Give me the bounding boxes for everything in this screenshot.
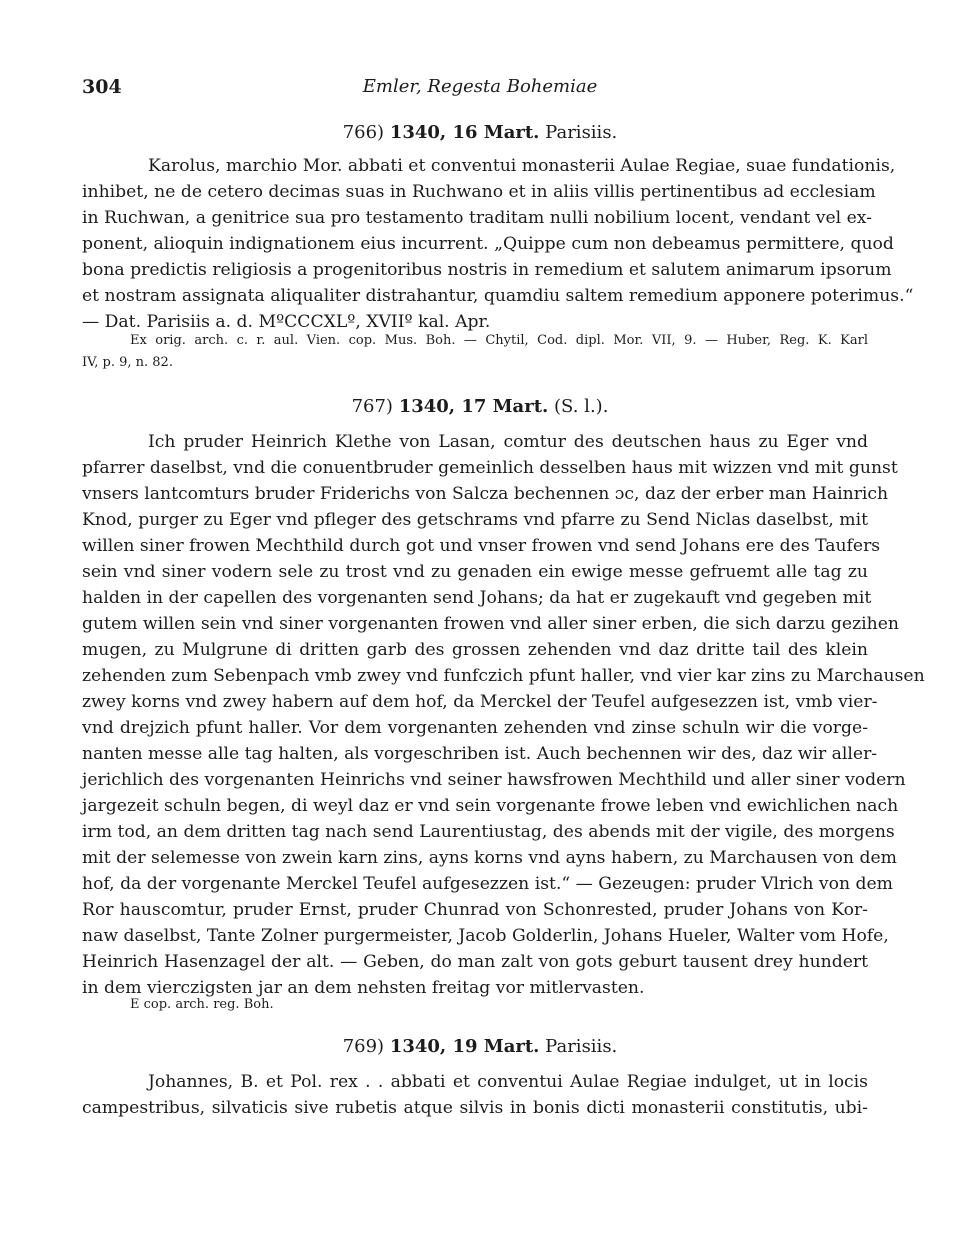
text-line: Ror hauscomtur, pruder Ernst, pruder Chunrad von Schonrested, pruder Johans von Kor- [82, 900, 868, 920]
text-line: gutem willen sein vnd siner vorgenanten frowen vnd aller siner erben, die sich darzu gezihen [82, 614, 899, 634]
text-line: campestribus, silvaticis sive rubetis atque silvis in bonis dicti monasterii constitutis, ubi- [82, 1098, 868, 1118]
entry-766-heading [0, 122, 960, 143]
entry-date: 1340, 19 Mart. [389, 1036, 540, 1057]
text-line: irm tod, an dem dritten tag nach send Laurentiustag, des abends mit der vigile, des morgens [82, 822, 895, 842]
text-line: ponent, alioquin indignationem eius incurrent. „Quippe cum non debeamus permittere, quod [82, 234, 894, 254]
entry-place: Parisiis. [545, 1036, 618, 1057]
source-note: Ex orig. arch. c. r. aul. Vien. cop. Mus. Boh. — Chytil, Cod. dipl. Mor. VII, 9. — Huber, Reg. K. Karl [130, 333, 868, 348]
text-line: sein vnd siner vodern sele zu trost vnd zu genaden ein ewige messe gefruemt alle tag zu [82, 562, 868, 582]
entry-place: Parisiis. [545, 122, 618, 143]
text-line: nanten messe alle tag halten, als vorgeschriben ist. Auch bechennen wir des, daz wir aller- [82, 744, 878, 764]
text-line: Ich pruder Heinrich Klethe von Lasan, comtur des deutschen haus zu Eger vnd [148, 432, 868, 452]
text-line: jerichlich des vorgenanten Heinrichs vnd seiner hawsfrowen Mechthild und aller siner vodern [82, 770, 906, 790]
source-note: E cop. arch. reg. Boh. [130, 997, 274, 1012]
running-title: Emler, Regesta Bohemiae [362, 76, 598, 97]
text-line: inhibet, ne de cetero decimas suas in Ruchwano et in aliis villis pertinentibus ad ecclesiam [82, 182, 876, 202]
text-line: halden in der capellen des vorgenanten send Johans; da hat er zugekauft vnd gegeben mit [82, 588, 872, 608]
text-line: vnd drejzich pfunt haller. Vor dem vorgenanten zehenden vnd zinse schuln wir die vorge- [82, 718, 868, 738]
text-line: naw daselbst, Tante Zolner purgermeister, Jacob Golderlin, Johans Hueler, Walter vom Hofe, [82, 926, 889, 946]
text-line: Karolus, marchio Mor. abbati et conventui monasterii Aulae Regiae, suae fundationis, [148, 156, 896, 176]
text-line: vnsers lantcomturs bruder Friderichs von Salcza bechennen ɔc, daz der erber man Hainrich [82, 484, 889, 504]
text-line: zehenden zum Sebenpach vmb zwey vnd funfczich pfunt haller, vnd vier kar zins zu Marchausen [82, 666, 925, 686]
text-line: in Ruchwan, a genitrice sua pro testamento traditam nulli nobilium locent, vendant vel ex- [82, 208, 872, 228]
text-line: jargezeit schuln begen, di weyl daz er vnd sein vorgenante frowe leben vnd ewichlichen nach [82, 796, 899, 816]
text-line: Knod, purger zu Eger vnd pfleger des getschrams vnd pfarre zu Send Niclas daselbst, mit [82, 510, 868, 530]
text-line: mit der selemesse von zwein karn zins, ayns korns vnd ayns habern, zu Marchausen von dem [82, 848, 897, 868]
entry-number: 769) [342, 1036, 385, 1057]
text-line: et nostram assignata aliqualiter distrahantur, quamdiu saltem remedium apponere poterimus.“ [82, 286, 914, 306]
text-line: bona predictis religiosis a progenitoribus nostris in remedium et salutem animarum ipsorum [82, 260, 892, 280]
text-line: willen siner frowen Mechthild durch got und vnser frowen vnd send Johans ere des Taufers [82, 536, 881, 556]
source-note: IV, p. 9, n. 82. [82, 355, 173, 370]
text-line: hof, da der vorgenante Merckel Teufel aufgesezzen ist.“ — Gezeugen: pruder Vlrich von dem [82, 874, 893, 894]
text-line: Heinrich Hasenzagel der alt. — Geben, do man zalt von gots geburt tausent drey hundert [82, 952, 868, 972]
text-line: Johannes, B. et Pol. rex . . abbati et conventui Aulae Regiae indulget, ut in locis [148, 1072, 868, 1092]
entry-date: 1340, 16 Mart. [389, 122, 540, 143]
text-line: mugen, zu Mulgrune di dritten garb des grossen zehenden vnd daz dritte tail des klein [82, 640, 868, 660]
entry-769-heading [0, 1036, 960, 1057]
entry-date: 1340, 17 Mart. [398, 396, 549, 417]
entry-767-heading [0, 396, 960, 417]
text-line: — Dat. Parisiis a. d. MºCCCXLº, XVIIº kal. Apr. [82, 312, 491, 332]
page-number: 304 [82, 76, 122, 98]
entry-number: 766) [342, 122, 385, 143]
entry-number: 767) [351, 396, 393, 417]
text-line: zwey korns vnd zwey habern auf dem hof, da Merckel der Teufel aufgesezzen ist, vmb vier- [82, 692, 878, 712]
text-line: pfarrer daselbst, vnd die conuentbruder gemeinlich desselben haus mit wizzen vnd mit gunst [82, 458, 898, 478]
text-line: in dem vierczigsten jar an dem nehsten freitag vor mitlervasten. [82, 978, 645, 998]
entry-place: (S. l.). [554, 396, 609, 417]
